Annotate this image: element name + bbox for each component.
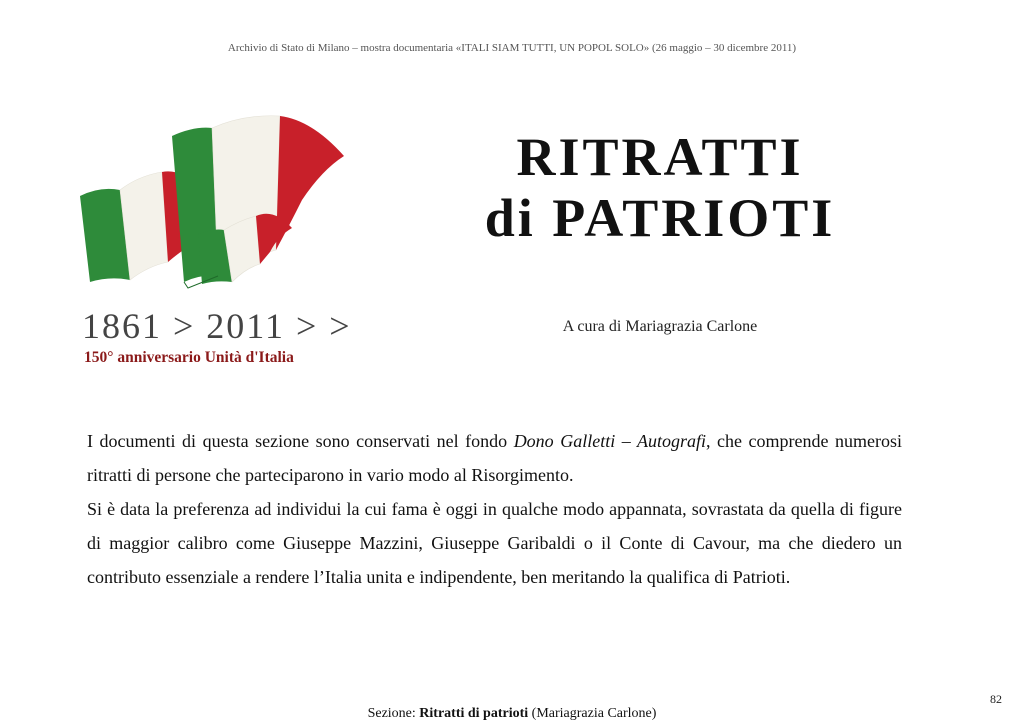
footer-section-title: Ritratti di patrioti (419, 706, 529, 721)
title-line-2: di PATRIOTI (484, 188, 836, 249)
fund-name: Dono Galletti – Autografi (513, 431, 706, 451)
section-body (87, 424, 902, 594)
body-paragraph-1 (87, 424, 902, 492)
page-title (440, 128, 880, 249)
anniversary-logo (76, 112, 366, 374)
logo-subtitle: 150° anniversario Unità d'Italia (84, 349, 294, 366)
logo-years: 1861 > 2011 > > (82, 306, 352, 346)
footer-prefix: Sezione: (367, 706, 420, 721)
waving-flags-graphic (76, 112, 366, 374)
page-header: Archivio di Stato di Milano – mostra documentaria «ITALI SIAM TUTTI, UN POPOL SOLO» (26 maggio – 30 dicembre 2011) (227, 42, 797, 54)
p1-text-after: , che comprende numerosi ritratti di persone che parteciparono in vario modo al Risorgimento. (87, 431, 902, 485)
title-line-1: RITRATTI (516, 127, 804, 187)
page-footer (0, 706, 1024, 722)
page-number: 82 (990, 692, 1002, 706)
body-paragraph-2: Si è data la preferenza ad individui la cui fama è oggi in qualche modo appannata, sovrastata da quella di figure di maggior calibro come Giuseppe Mazzini, Giuseppe Garibaldi o il Conte di Cavour, ma che diedero un contributo essenziale a rendere l’Italia unita e indipendente, ben meritando la qualifica di Patrioti. (87, 499, 902, 587)
curator-credit: A cura di Mariagrazia Carlone (562, 318, 758, 335)
footer-suffix: (Mariagrazia Carlone) (528, 706, 657, 721)
p1-text-before: I documenti di questa sezione sono conservati nel fondo (87, 431, 514, 451)
